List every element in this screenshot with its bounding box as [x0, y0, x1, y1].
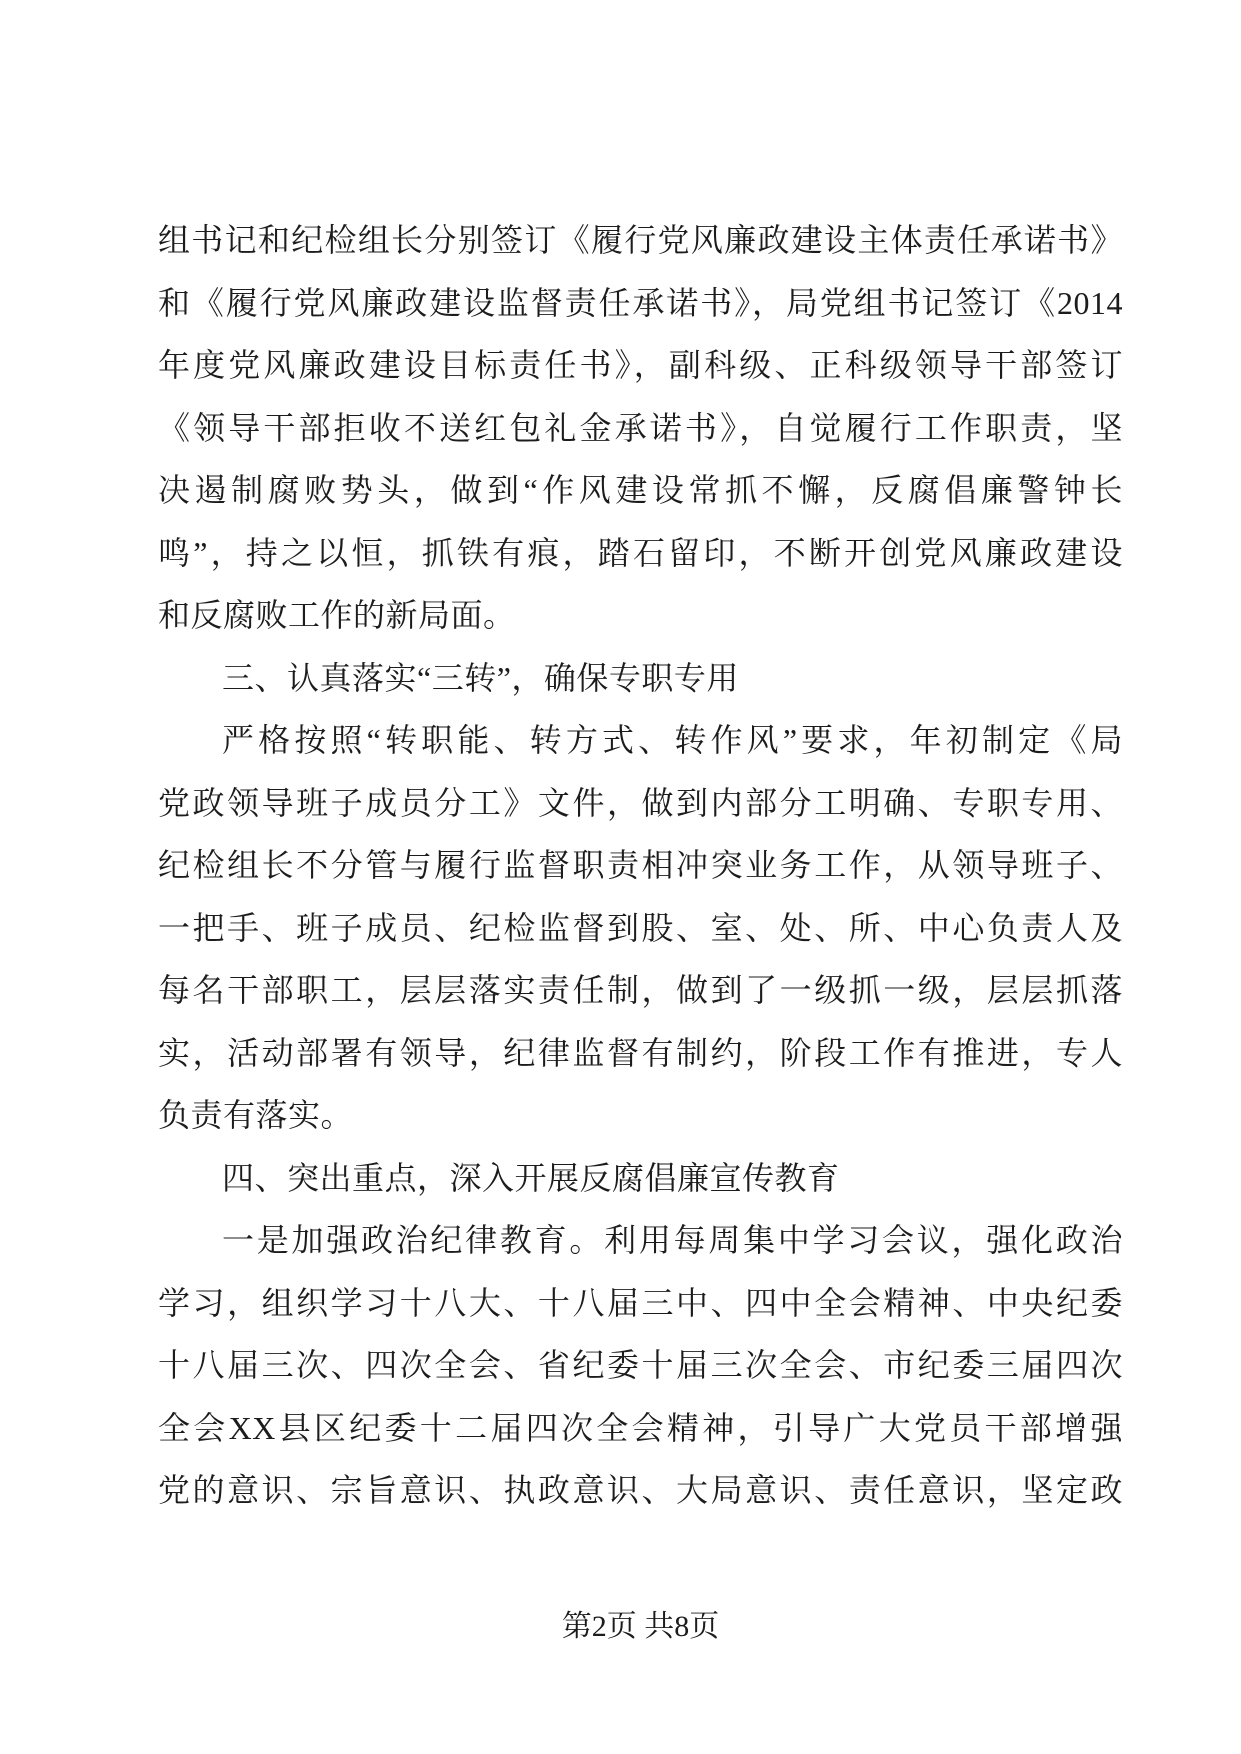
- text-line: 党的意识、宗旨意识、执政意识、大局意识、责任意识，坚定政: [158, 1472, 1123, 1508]
- text-line: 纪检组长不分管与履行监督职责相冲突业务工作，从领导班子、: [158, 847, 1123, 883]
- page-footer: [158, 1607, 1123, 1647]
- text-line: 党政领导班子成员分工》文件，做到内部分工明确、专职专用、: [158, 784, 1123, 821]
- text-line: 全会XX县区纪委十二届四次全会精神，引导广大党员干部增强: [158, 1409, 1123, 1446]
- text-line: 《领导干部拒收不送红包礼金承诺书》，自觉履行工作职责，坚: [158, 409, 1123, 446]
- section-heading-3: 三、认真落实“三转”，确保专职专用: [222, 659, 739, 696]
- text-line: 决遏制腐败势头，做到“作风建设常抓不懈，反腐倡廉警钟长: [158, 472, 1123, 508]
- text-line: 一把手、班子成员、纪检监督到股、室、处、所、中心负责人及: [158, 909, 1123, 946]
- text-line: 学习，组织学习十八大、十八届三中、四中全会精神、中央纪委: [158, 1284, 1123, 1321]
- text-line: 组书记和纪检组长分别签订《履行党风廉政建设主体责任承诺书》: [158, 222, 1123, 258]
- text-line: 每名干部职工，层层落实责任制，做到了一级抓一级，层层抓落: [158, 972, 1123, 1008]
- text-line: 负责有落实。: [158, 1097, 354, 1133]
- text-line: 鸣”，持之以恒，抓铁有痕，踏石留印，不断开创党风廉政建设: [158, 534, 1123, 571]
- page-number-indicator: 第2页 共8页: [561, 1610, 720, 1643]
- text-line: 一是加强政治纪律教育。利用每周集中学习会议，强化政治: [222, 1222, 1123, 1258]
- document-body: [158, 209, 1123, 1522]
- text-line: 严格按照“转职能、转方式、转作风”要求，年初制定《局: [222, 722, 1123, 758]
- text-line: 年度党风廉政建设目标责任书》，副科级、正科级领导干部签订: [158, 347, 1123, 383]
- text-line: 实，活动部署有领导，纪律监督有制约，阶段工作有推进，专人: [158, 1034, 1123, 1071]
- section-heading-4: 四、突出重点，深入开展反腐倡廉宣传教育: [222, 1159, 840, 1196]
- text-line: 和反腐败工作的新局面。: [158, 597, 516, 633]
- text-line: 十八届三次、四次全会、省纪委十届三次全会、市纪委三届四次: [158, 1347, 1123, 1383]
- text-line: 和《履行党风廉政建设监督责任承诺书》，局党组书记签订《2014: [158, 284, 1123, 321]
